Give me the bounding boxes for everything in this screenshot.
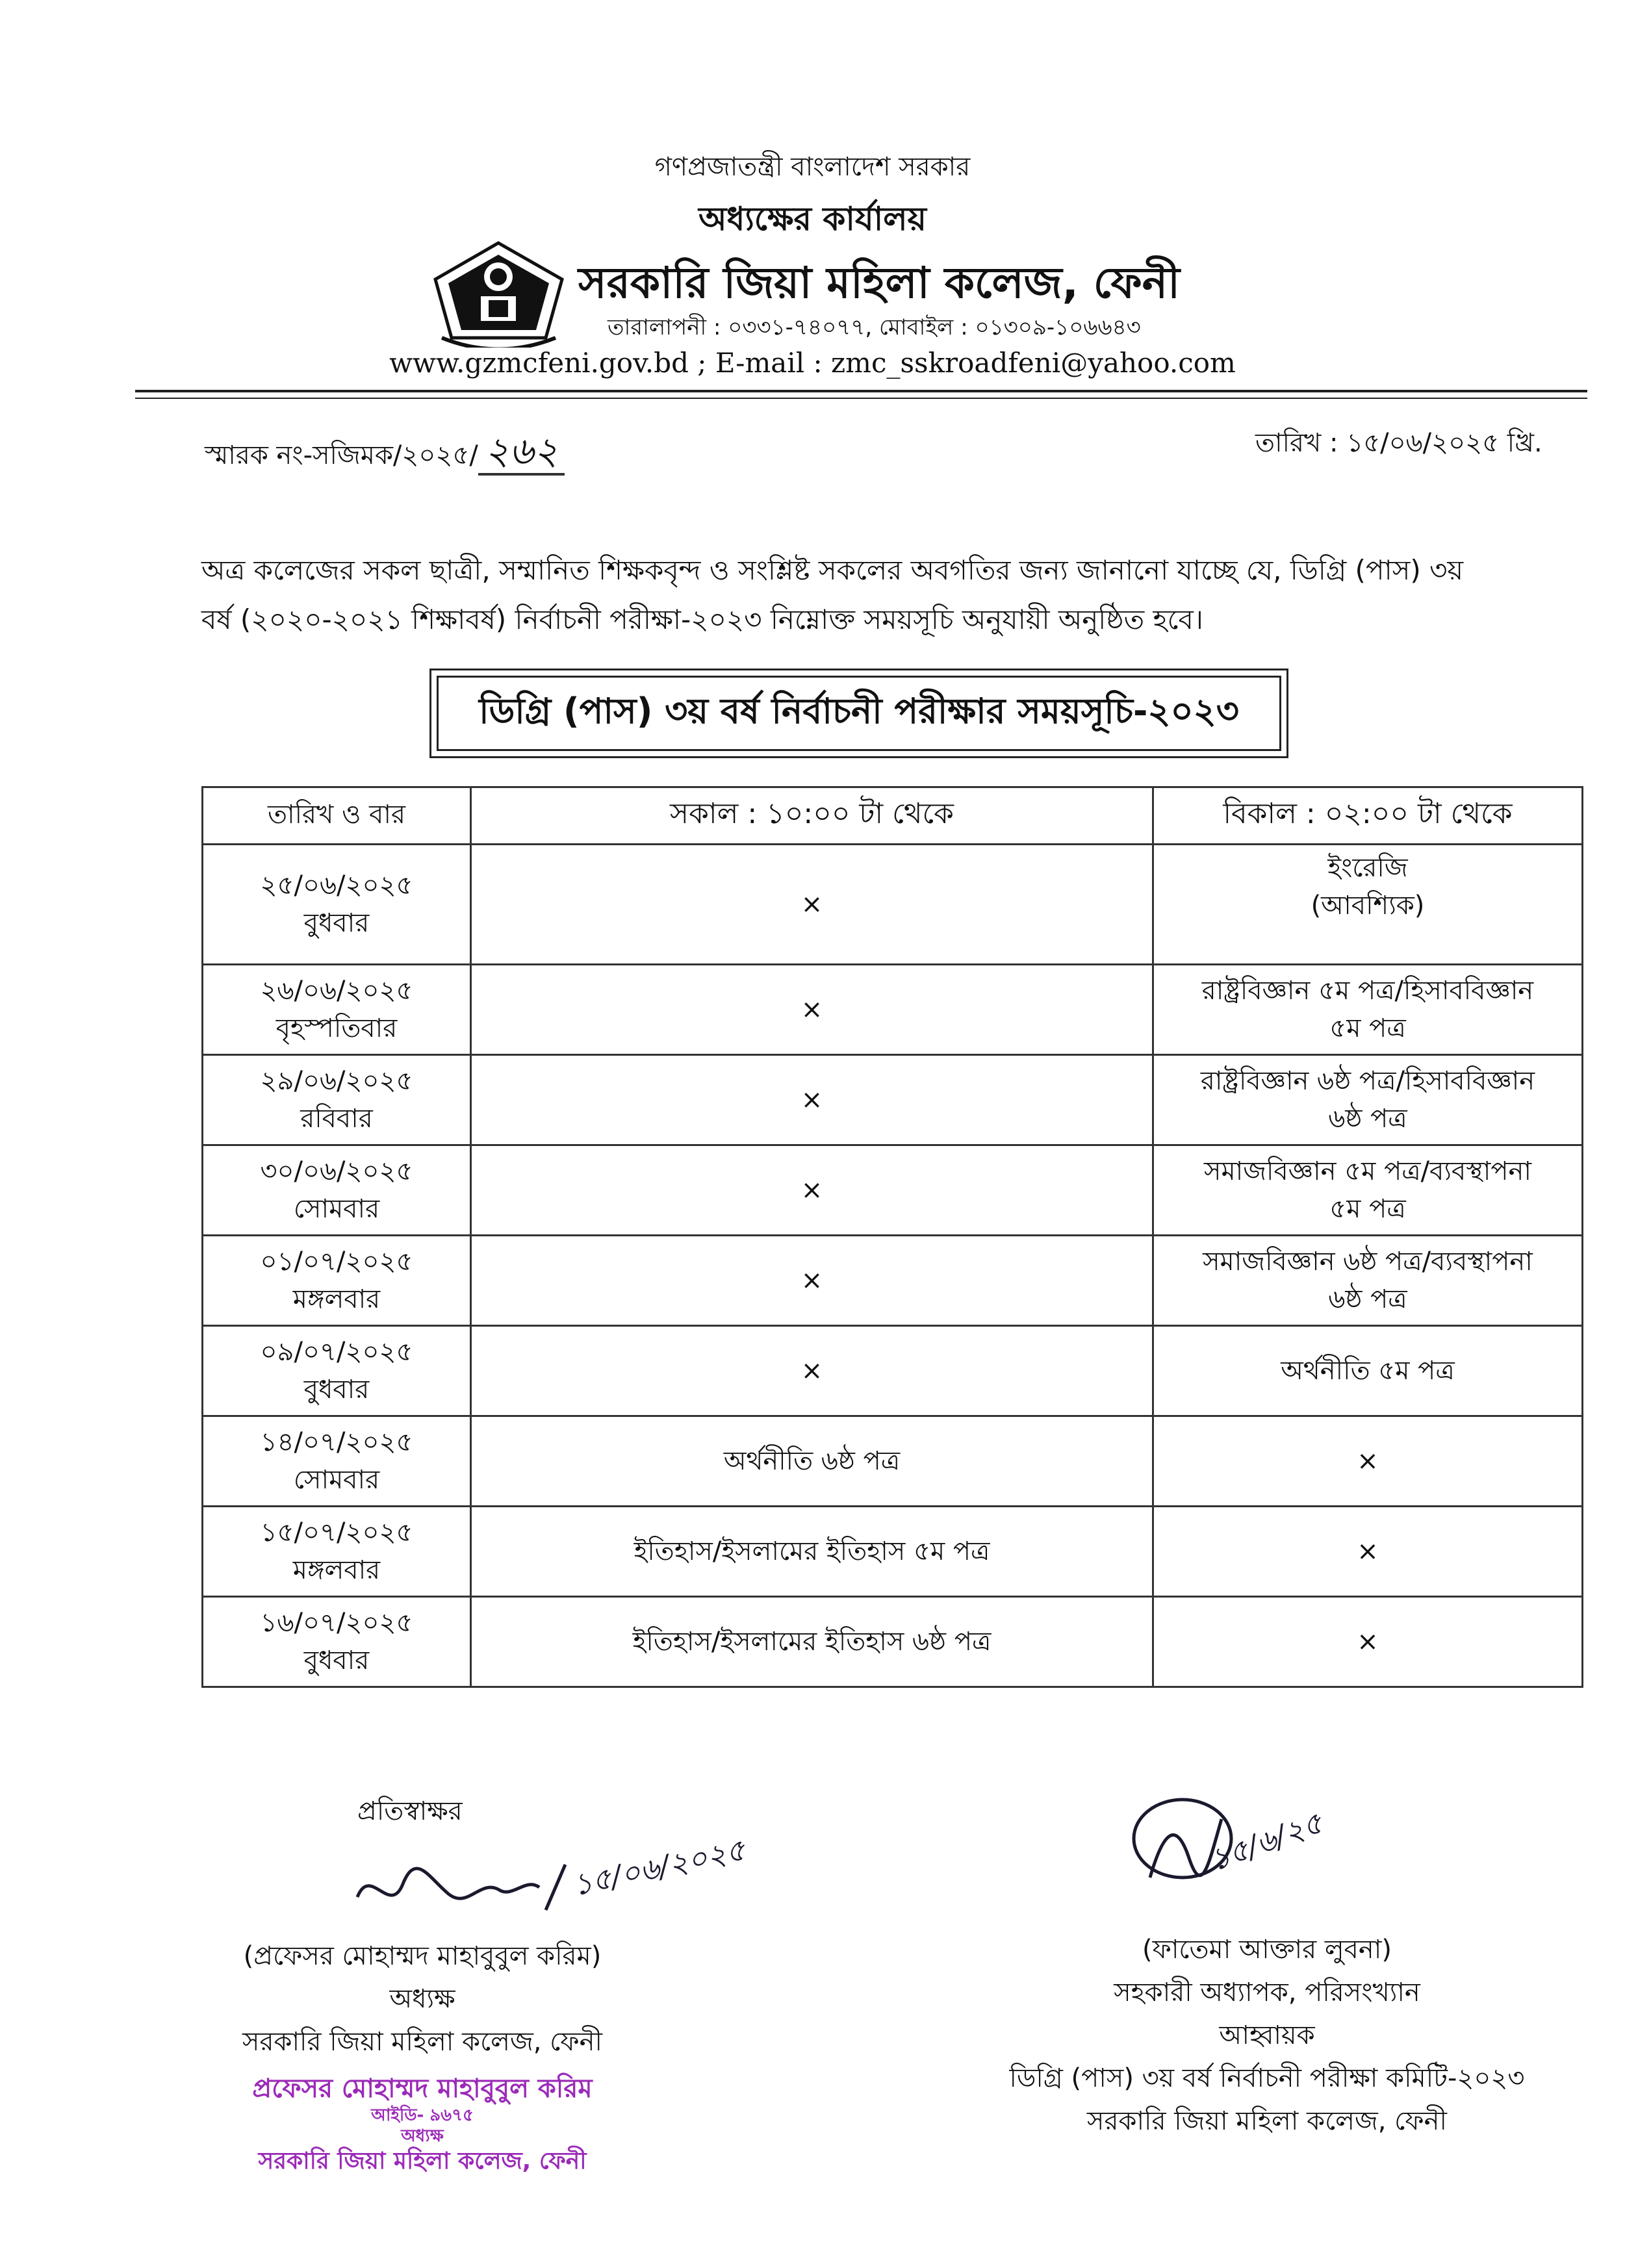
principal-college: সরকারি জিয়া মহিলা কলেজ, ফেনী xyxy=(242,2027,602,2057)
principal-signature xyxy=(351,1831,749,1936)
date-cell xyxy=(203,1507,471,1597)
convener-role: আহ্বায়ক xyxy=(1219,2020,1315,2050)
header-rule-thick xyxy=(135,390,1587,392)
afternoon-cell xyxy=(1153,1055,1583,1145)
seal-name: প্রফেসর মোহাম্মদ মাহাবুবুল করিম xyxy=(252,2074,593,2104)
convener-title: সহকারী অধ্যাপক, পরিসংখ্যান xyxy=(1114,1978,1420,2007)
afternoon-subject-cont: ৫ম পত্র xyxy=(1329,1013,1406,1043)
afternoon-subject-cont: ৬ষ্ঠ পত্র xyxy=(1328,1284,1407,1314)
exam-date: ৩০/০৬/২০২৫ xyxy=(260,1156,413,1186)
afternoon-subject-cont: (আবশ্যিক) xyxy=(1311,891,1425,921)
date-cell xyxy=(203,1236,471,1326)
exam-date: ১৪/০৭/২০২৫ xyxy=(260,1427,413,1457)
table-row xyxy=(203,1055,1583,1145)
web-email-line: www.gzmcfeni.gov.bd ; E-mail : zmc_sskroadfeni@yahoo.com xyxy=(389,347,1236,379)
memo-ref xyxy=(205,422,565,485)
exam-date: ১৫/০৭/২০২৫ xyxy=(260,1518,413,1548)
afternoon-cell xyxy=(1153,1236,1583,1326)
intro-line-1: অত্র কলেজের সকল ছাত্রী, সম্মানিত শিক্ষকবৃন্দ ও সংশ্লিষ্ট সকলের অবগতির জন্য জানানো যাচ্ছে যে, ডিগ্রি (পাস) ৩য় xyxy=(201,554,1464,586)
afternoon-cell xyxy=(1153,965,1583,1055)
countersign-label: প্রতিস্বাক্ষর xyxy=(357,1796,463,1826)
afternoon-subject: রাষ্ট্রবিজ্ঞান ৬ষ্ঠ পত্র/হিসাববিজ্ঞান xyxy=(1200,1066,1535,1096)
exam-date: ২৫/০৬/২০২৫ xyxy=(260,871,413,900)
header-rule-thin xyxy=(135,398,1587,399)
afternoon-cell xyxy=(1153,845,1583,965)
afternoon-cell: × xyxy=(1153,1507,1583,1597)
exam-day: মঙ্গলবার xyxy=(292,1284,381,1314)
date-cell xyxy=(203,965,471,1055)
convener-sign-date: ১৫/৬/২৫ xyxy=(1205,1805,1327,1878)
afternoon-subject-cont: ৫ম পত্র xyxy=(1329,1194,1406,1224)
morning-cell: ইতিহাস/ইসলামের ইতিহাস ৬ষ্ঠ পত্র xyxy=(471,1597,1153,1687)
college-logo xyxy=(429,240,569,348)
afternoon-subject: অর্থনীতি ৫ম পত্র xyxy=(1281,1356,1455,1386)
exam-date: ২৯/০৬/২০২৫ xyxy=(260,1066,413,1096)
table-row xyxy=(203,1507,1583,1597)
principal-name: (প্রফেসর মোহাম্মদ মাহাবুবুল করিম) xyxy=(243,1941,602,1971)
afternoon-cell: × xyxy=(1153,1416,1583,1507)
exam-day: রবিবার xyxy=(300,1104,373,1134)
memo-date: তারিখ : ১৫/০৬/২০২৫ খ্রি. xyxy=(1255,428,1542,458)
contact-line: তারালাপনী : ০৩৩১-৭৪০৭৭, মোবাইল : ০১৩০৯-১০৬৬৪৩ xyxy=(608,314,1141,340)
convener-college: সরকারি জিয়া মহিলা কলেজ, ফেনী xyxy=(1087,2106,1447,2136)
date-cell xyxy=(203,1145,471,1236)
college-name: সরকারি জিয়া মহিলা কলেজ, ফেনী xyxy=(578,258,1181,308)
exam-date: ০১/০৭/২০২৫ xyxy=(260,1247,413,1277)
exam-day: বৃহস্পতিবার xyxy=(275,1013,398,1043)
exam-date: ২৬/০৬/২০২৫ xyxy=(260,976,413,1006)
date-cell xyxy=(203,1416,471,1507)
principal-title: অধ্যক্ষ xyxy=(389,1984,455,2014)
exam-day: বুধবার xyxy=(303,908,370,938)
date-cell xyxy=(203,1055,471,1145)
exam-day: সোমবার xyxy=(293,1194,380,1224)
seal-title: অধ্যক্ষ xyxy=(401,2126,444,2146)
exam-date: ১৬/০৭/২০২৫ xyxy=(260,1608,413,1638)
schedule-title: ডিগ্রি (পাস) ৩য় বর্ষ নির্বাচনী পরীক্ষার সময়সূচি-২০২৩ xyxy=(437,676,1281,751)
table-row xyxy=(203,1326,1583,1416)
afternoon-cell xyxy=(1153,1326,1583,1416)
afternoon-subject: সমাজবিজ্ঞান ৫ম পত্র/ব্যবস্থাপনা xyxy=(1204,1156,1531,1186)
principal-sign-date: ১৫/০৬/২০২৫ xyxy=(569,1831,749,1903)
morning-cell: × xyxy=(471,1326,1153,1416)
table-row xyxy=(203,845,1583,965)
date-cell xyxy=(203,1597,471,1687)
seal-college: সরকারি জিয়া মহিলা কলেজ, ফেনী xyxy=(258,2148,587,2174)
afternoon-subject: ইংরেজি xyxy=(1327,853,1408,883)
morning-cell: × xyxy=(471,1055,1153,1145)
table-row xyxy=(203,965,1583,1055)
afternoon-cell xyxy=(1153,1145,1583,1236)
schedule-table xyxy=(201,786,1583,1688)
office-line: অধ্যক্ষের কার্যালয় xyxy=(698,200,927,238)
morning-cell: × xyxy=(471,1145,1153,1236)
table-row xyxy=(203,1416,1583,1507)
morning-cell: × xyxy=(471,965,1153,1055)
table-row xyxy=(203,1236,1583,1326)
exam-day: বুধবার xyxy=(303,1375,370,1405)
govt-line: গণপ্রজাতন্ত্রী বাংলাদেশ সরকার xyxy=(654,152,971,182)
table-header-row xyxy=(203,787,1583,845)
afternoon-subject: রাষ্ট্রবিজ্ঞান ৫ম পত্র/হিসাববিজ্ঞান xyxy=(1201,976,1534,1006)
morning-cell: × xyxy=(471,1236,1153,1326)
table-row xyxy=(203,1597,1583,1687)
afternoon-subject: সমাজবিজ্ঞান ৬ষ্ঠ পত্র/ব্যবস্থাপনা xyxy=(1203,1247,1533,1277)
morning-cell: ইতিহাস/ইসলামের ইতিহাস ৫ম পত্র xyxy=(471,1507,1153,1597)
memo-ref-number: ২৬২ xyxy=(478,429,565,476)
afternoon-cell: × xyxy=(1153,1597,1583,1687)
morning-cell: × xyxy=(471,845,1153,965)
convener-name: (ফাতেমা আক্তার লুবনা) xyxy=(1142,1935,1392,1965)
exam-day: সোমবার xyxy=(293,1465,380,1495)
afternoon-subject-cont: ৬ষ্ঠ পত্র xyxy=(1328,1104,1407,1134)
date-cell xyxy=(203,1326,471,1416)
date-cell xyxy=(203,845,471,965)
exam-day: মঙ্গলবার xyxy=(292,1555,381,1585)
col-header-morning: সকাল : ১০:০০ টা থেকে xyxy=(471,787,1153,845)
intro-line-2: বর্ষ (২০২০-২০২১ শিক্ষাবর্ষ) নির্বাচনী পরীক্ষা-২০২৩ নিম্নোক্ত সময়সূচি অনুযায়ী অনুষ্ঠিত হবে। xyxy=(201,604,1203,635)
exam-day: বুধবার xyxy=(303,1646,370,1676)
col-header-afternoon: বিকাল : ০২:০০ টা থেকে xyxy=(1153,787,1583,845)
intro-paragraph xyxy=(201,546,1579,644)
memo-ref-prefix: স্মারক নং-সজিমক/২০২৫/ xyxy=(205,440,478,470)
convener-signature xyxy=(1105,1780,1377,1936)
col-header-date: তারিখ ও বার xyxy=(203,787,471,845)
seal-id: আইডি- ৯৬৭৫ xyxy=(371,2106,474,2125)
exam-date: ০৯/০৭/২০২৫ xyxy=(260,1337,413,1367)
principal-seal xyxy=(208,2072,637,2176)
morning-cell: অর্থনীতি ৬ষ্ঠ পত্র xyxy=(471,1416,1153,1507)
table-row xyxy=(203,1145,1583,1236)
committee-name: ডিগ্রি (পাস) ৩য় বর্ষ নির্বাচনী পরীক্ষা কমিটি-২০২৩ xyxy=(1009,2063,1525,2093)
